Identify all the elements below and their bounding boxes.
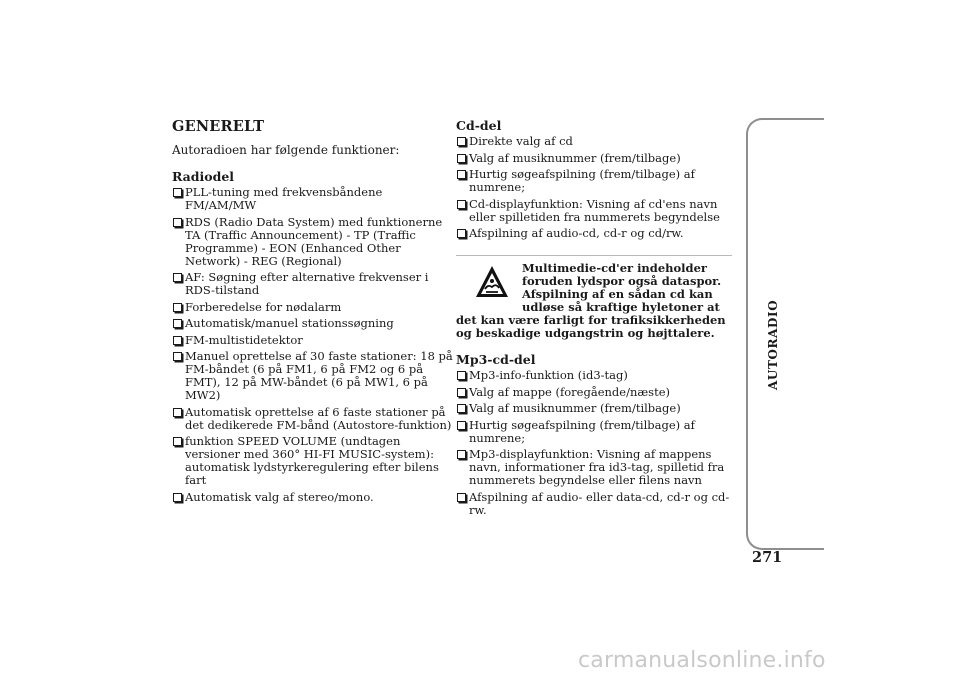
list-item: Valg af musiknummer (frem/tilbage) <box>456 402 738 415</box>
list-item: Hurtig søgeafspilning (frem/tilbage) af numrene; <box>456 419 738 445</box>
cd-section-heading: Cd-del <box>456 118 502 133</box>
list-item: funktion SPEED VOLUME (undtagen versioner med 360° HI-FI MUSIC-system): automatisk lydstyrkeregulering efter bilens fart <box>172 435 454 487</box>
list-item: RDS (Radio Data System) med funktionerne TA (Traffic Announcement) - TP (Traffic Programme) - EON (Enhanced Other Network) - REG (Regional) <box>172 216 454 268</box>
list-item: PLL-tuning med frekvensbåndene FM/AM/MW <box>172 186 454 212</box>
list-item: Cd-displayfunktion: Visning af cd'ens navn eller spilletiden fra nummerets begyndelse <box>456 198 738 224</box>
radio-feature-list <box>172 186 454 504</box>
mp3-section-heading: Mp3-cd-del <box>456 352 536 367</box>
list-item: Valg af mappe (foregående/næste) <box>456 386 738 399</box>
list-item: Forberedelse for nødalarm <box>172 301 454 314</box>
list-item: Afspilning af audio- eller data-cd, cd-r og cd-rw. <box>456 491 738 517</box>
page-title: GENERELT <box>172 118 265 135</box>
warning-text: Multimedie-cd'er indeholder foruden lydspor også dataspor. Afspilning af en sådan cd kan udløse så kraftige hyletoner at det kan være farligt for trafiksikkerheden og beskadige udgangstrin og højttalere. <box>456 261 726 340</box>
radio-section-heading: Radiodel <box>172 169 235 184</box>
mp3-section <box>456 352 738 520</box>
page-number: 271 <box>752 549 783 566</box>
list-item: FM-multistidetektor <box>172 334 454 347</box>
warning-box <box>456 255 732 340</box>
watermark: carmanualsonline.info <box>578 648 826 673</box>
list-item: Automatisk/manuel stationssøgning <box>172 317 454 330</box>
list-item: Hurtig søgeafspilning (frem/tilbage) af numrene; <box>456 168 738 194</box>
list-item: AF: Søgning efter alternative frekvenser i RDS-tilstand <box>172 271 454 297</box>
list-item: Direkte valg af cd <box>456 135 738 148</box>
list-item: Automatisk oprettelse af 6 faste stationer på det dedikerede FM-bånd (Autostore-funktion) <box>172 406 454 432</box>
list-item: Valg af musiknummer (frem/tilbage) <box>456 152 738 165</box>
right-column <box>456 118 738 244</box>
left-column <box>172 118 454 507</box>
list-item: Afspilning af audio-cd, cd-r og cd/rw. <box>456 227 738 240</box>
list-item: Mp3-info-funktion (id3-tag) <box>456 369 738 382</box>
list-item: Manuel oprettelse af 30 faste stationer: 18 på FM-båndet (6 på FM1, 6 på FM2 og 6 på FMT), 12 på MW-båndet (6 på MW1, 6 på MW2) <box>172 350 454 402</box>
mp3-feature-list <box>456 369 738 517</box>
section-tab-label: AUTORADIO <box>766 299 780 390</box>
intro-text: Autoradioen har følgende funktioner: <box>172 143 400 157</box>
list-item: Automatisk valg af stereo/mono. <box>172 491 454 504</box>
cd-feature-list <box>456 135 738 240</box>
warning-triangle-icon <box>474 264 510 300</box>
list-item: Mp3-displayfunktion: Visning af mappens navn, informationer fra id3-tag, spilletid fra nummerets begyndelse eller filens navn <box>456 448 738 487</box>
